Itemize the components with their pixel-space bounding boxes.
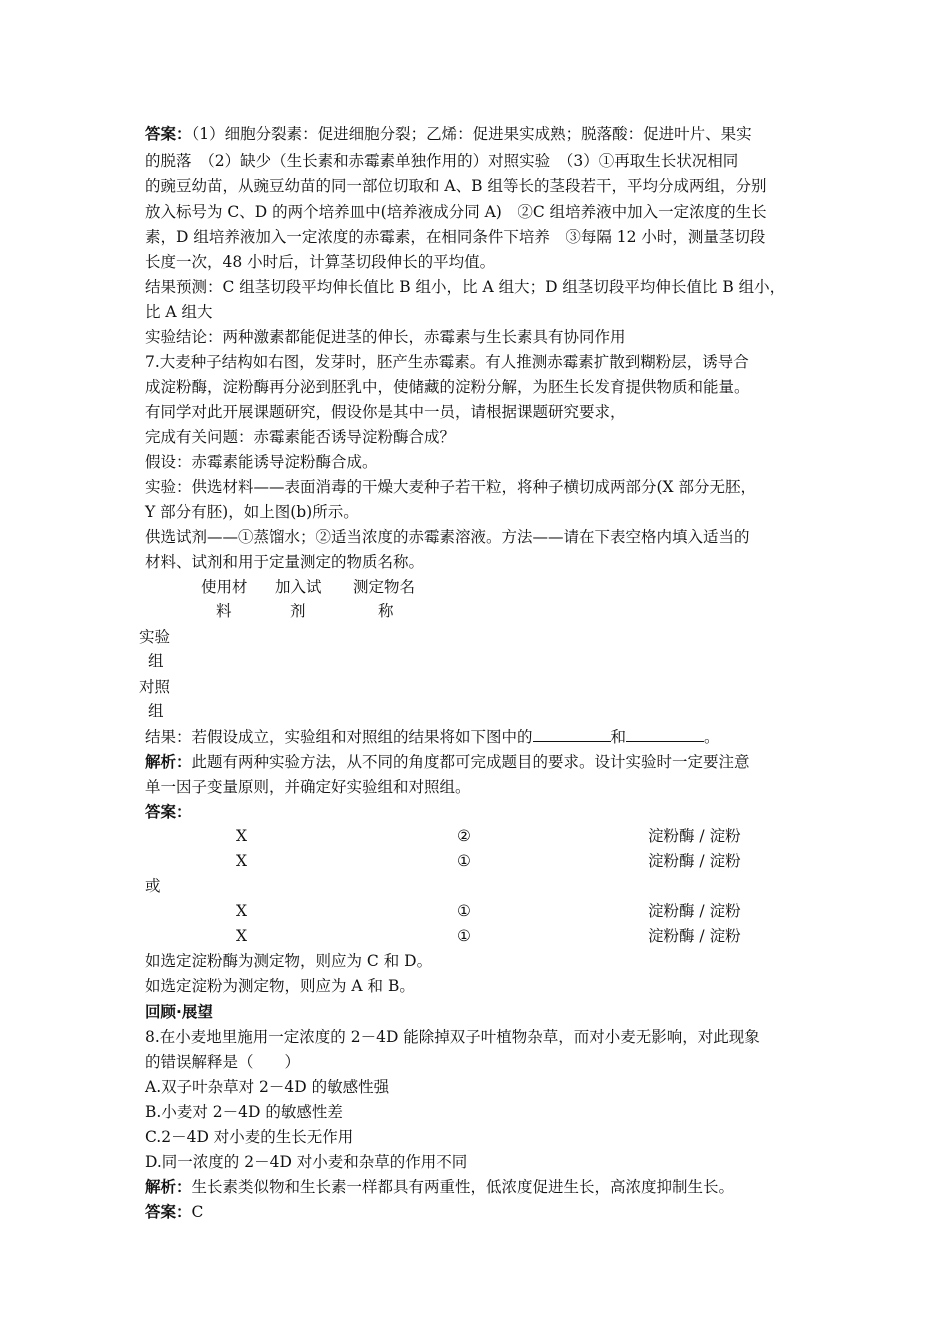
answer-label: 答案：	[145, 125, 192, 143]
question-8-line: 的错误解释是（ ）	[145, 1053, 301, 1071]
answer-measure: 淀粉酶 / 淀粉	[648, 902, 741, 920]
experiment-line: Y 部分有胚)，如上图(b)所示。	[145, 503, 359, 521]
answer-reagent: ①	[457, 852, 471, 870]
result-and: 和	[610, 728, 627, 746]
table-row-control-cont: 组	[148, 702, 164, 720]
option-a: A.双子叶杂草对 2－4D 的敏感性强	[145, 1078, 390, 1096]
answer-measure: 淀粉酶 / 淀粉	[648, 852, 741, 870]
section-heading: 回顾·展望	[145, 1003, 213, 1021]
answer-blank-1[interactable]	[533, 727, 611, 742]
result-prediction-line: 比 A 组大	[145, 303, 213, 321]
answer-paragraph-line	[145, 124, 752, 144]
result-line	[145, 727, 720, 747]
table-row-experimental: 实验	[139, 628, 171, 646]
result-text: 结果：若假设成立，实验组和对照组的结果将如下图中的	[145, 728, 533, 746]
answer-value: C	[191, 1203, 204, 1221]
answer-line	[145, 1202, 203, 1222]
answer-material: X	[236, 902, 248, 920]
table-row-experimental-cont: 组	[148, 652, 164, 670]
experiment-conclusion: 实验结论：两种激素都能促进茎的伸长，赤霉素与生长素具有协同作用	[145, 328, 626, 346]
table-header-measure: 测定物名	[353, 578, 416, 596]
answer-measure: 淀粉酶 / 淀粉	[648, 927, 741, 945]
answer-or: 或	[145, 877, 161, 895]
result-prediction-line: 结果预测：C 组茎切段平均伸长值比 B 组小，比 A 组大；D 组茎切段平均伸长值比 B 组小，	[145, 278, 786, 296]
hypothesis-line: 假设：赤霉素能诱导淀粉酶合成。	[145, 453, 378, 471]
reagent-line: 材料、试剂和用于定量测定的物质名称。	[145, 553, 425, 571]
option-c: C.2－4D 对小麦的生长无作用	[145, 1128, 354, 1146]
question-7-line: 成淀粉酶，淀粉酶再分泌到胚乳中，使储藏的淀粉分解，为胚生长发育提供物质和能量。	[145, 378, 750, 396]
answer-paragraph-line: 的豌豆幼苗，从豌豆幼苗的同一部位切取和 A、B 组等长的茎段若干，平均分成两组，分别	[145, 177, 767, 195]
answer-material: X	[236, 827, 248, 845]
answer-note: 如选定淀粉酶为测定物，则应为 C 和 D。	[145, 952, 433, 970]
analysis-label: 解析：	[145, 753, 192, 771]
table-header-material-cont: 料	[216, 602, 232, 620]
analysis-line	[145, 1177, 734, 1197]
question-7-line: 完成有关问题：赤霉素能否诱导淀粉酶合成？	[145, 428, 456, 446]
table-header-reagent: 加入试	[275, 578, 322, 596]
answer-paragraph-line: 长度一次，48 小时后，计算茎切段伸长的平均值。	[145, 253, 496, 271]
answer-paragraph-line: 的脱落 （2）缺少（生长素和赤霉素单独作用的）对照实验 （3）①再取生长状况相同	[145, 152, 739, 170]
question-7-line: 有同学对此开展课题研究，假设你是其中一员，请根据课题研究要求，	[145, 403, 626, 421]
answer-reagent: ①	[457, 902, 471, 920]
answer-material: X	[236, 927, 248, 945]
table-header-reagent-cont: 剂	[290, 602, 306, 620]
answer-label: 答案：	[145, 1203, 192, 1221]
analysis-text: 此题有两种实验方法，从不同的角度都可完成题目的要求。设计实验时一定要注意	[191, 753, 750, 771]
answer-measure: 淀粉酶 / 淀粉	[648, 827, 741, 845]
question-7-line: 7.大麦种子结构如右图，发芽时，胚产生赤霉素。有人推测赤霉素扩散到糊粉层，诱导合	[145, 353, 749, 371]
question-8-line: 8.在小麦地里施用一定浓度的 2－4D 能除掉双子叶植物杂草，而对小麦无影响，对此现象	[145, 1028, 760, 1046]
reagent-line: 供选试剂——①蒸馏水；②适当浓度的赤霉素溶液。方法——请在下表空格内填入适当的	[145, 528, 750, 546]
answer-reagent: ②	[457, 827, 471, 845]
table-header-measure-cont: 称	[378, 602, 394, 620]
table-row-control: 对照	[139, 678, 171, 696]
option-b: B.小麦对 2－4D 的敏感性差	[145, 1103, 343, 1121]
answer-paragraph-line: 素，D 组培养液加入一定浓度的赤霉素，在相同条件下培养 ③每隔 12 小时，测量茎切段	[145, 228, 766, 246]
answer-material: X	[236, 852, 248, 870]
answer-paragraph-line: 放入标号为 C、D 的两个培养皿中(培养液成分同 A) ②C 组培养液中加入一定浓度的生长	[145, 203, 767, 221]
answer-reagent: ①	[457, 927, 471, 945]
table-header-material: 使用材	[201, 578, 248, 596]
answer-text: （1）细胞分裂素：促进细胞分裂；乙烯：促进果实成熟；脱落酸：促进叶片、果实	[191, 125, 752, 143]
analysis-line: 单一因子变量原则，并确定好实验组和对照组。	[145, 778, 471, 796]
result-period: 。	[704, 728, 720, 746]
analysis-label: 解析：	[145, 1178, 192, 1196]
option-d: D.同一浓度的 2－4D 对小麦和杂草的作用不同	[145, 1153, 468, 1171]
experiment-line: 实验：供选材料——表面消毒的干燥大麦种子若干粒，将种子横切成两部分(X 部分无胚，	[145, 478, 757, 496]
analysis-line	[145, 752, 750, 772]
analysis-text: 生长素类似物和生长素一样都具有两重性，低浓度促进生长，高浓度抑制生长。	[191, 1178, 735, 1196]
answer-label: 答案：	[145, 803, 192, 821]
answer-blank-2[interactable]	[626, 727, 704, 742]
answer-note: 如选定淀粉为测定物，则应为 A 和 B。	[145, 977, 415, 995]
